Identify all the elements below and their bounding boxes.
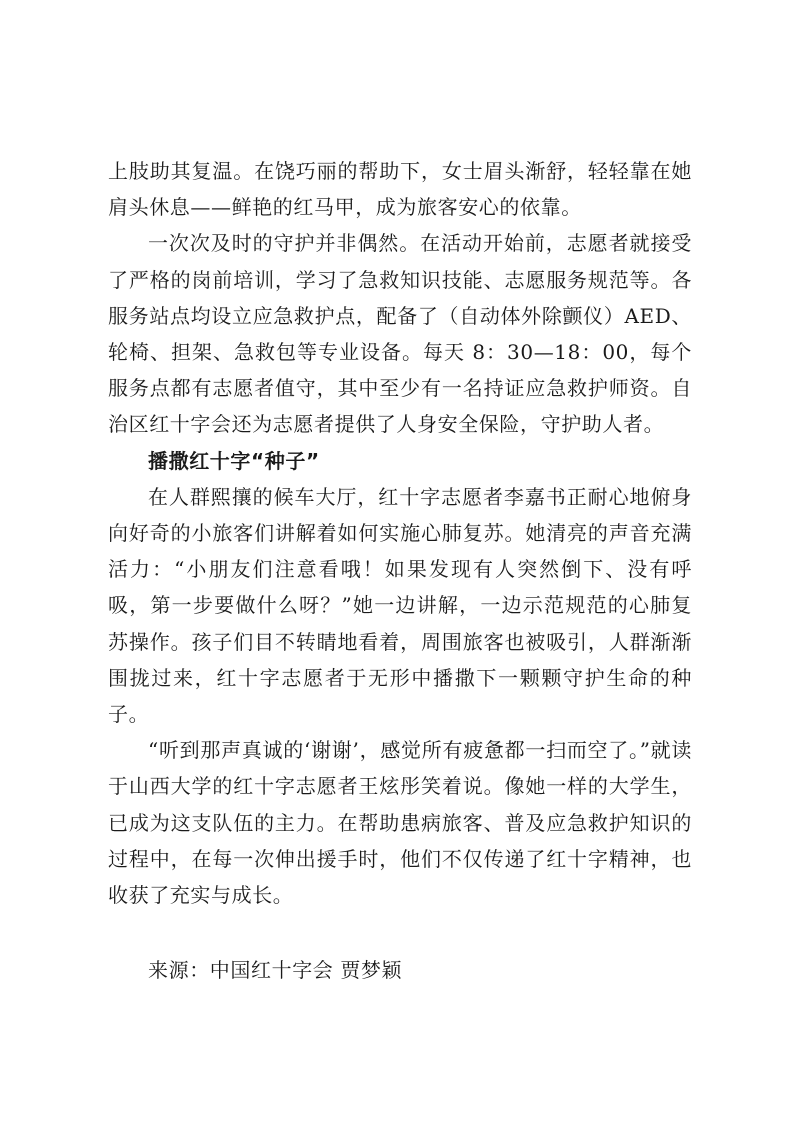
paragraph-student-volunteer: “听到那声真诚的‘谢谢’，感觉所有疲惫都一扫而空了。”就读于山西大学的红十字志愿者王炫彤笑着说。像她一样的大学生，已成为这支队伍的主力。在帮助患病旅客、普及应急救护知识的过程中，在每一次伸出援手时，他们不仅传递了红十字精神，也收获了充实与成长。 bbox=[108, 738, 692, 908]
article-source: 来源：中国红十字会 贾梦颖 bbox=[148, 958, 403, 982]
section-heading: 播撒红十字“种子” bbox=[148, 448, 320, 473]
article-body bbox=[108, 153, 692, 913]
paragraph-continued: 上肢助其复温。在饶巧丽的帮助下，女士眉头渐舒，轻轻靠在她肩头休息——鲜艳的红马甲，成为旅客安心的依靠。 bbox=[108, 159, 692, 220]
paragraph-cpr-demo: 在人群熙攘的候车大厅，红十字志愿者李嘉书正耐心地俯身向好奇的小旅客们讲解着如何实施心肺复苏。她清亮的声音充满活力：“小朋友们注意看哦！如果发现有人突然倒下、没有呼吸，第一步要做什么呀？”她一边讲解，一边示范规范的心肺复苏操作。孩子们目不转睛地看着，周围旅客也被吸引，人群渐渐围拢过来，红十字志愿者于无形中播撒下一颗颗守护生命的种子。 bbox=[108, 484, 692, 727]
paragraph-training: 一次次及时的守护并非偶然。在活动开始前，志愿者就接受了严格的岗前培训，学习了急救知识技能、志愿服务规范等。各服务站点均设立应急救护点，配备了（自动体外除颤仪）AED、轮椅、担架、急救包等专业设备。每天 8：30—18：00，每个服务点都有志愿者值守，其中至少有一名持证应急救护师资。自治区红十字会还为志愿者提供了人身安全保险，守护助人者。 bbox=[108, 231, 692, 437]
